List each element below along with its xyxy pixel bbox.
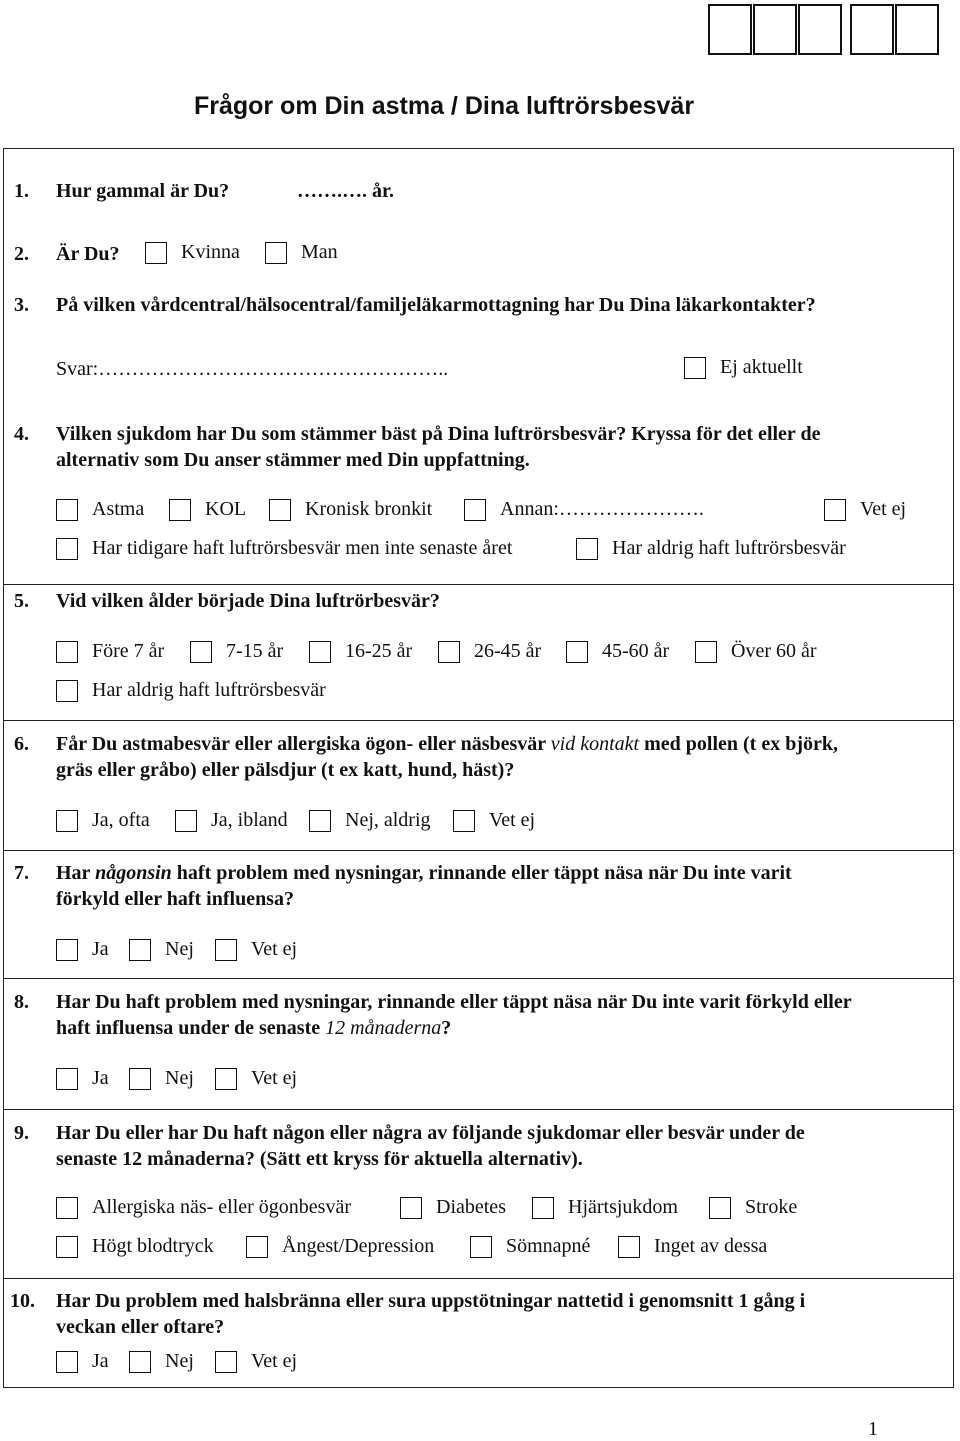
checkbox[interactable] bbox=[129, 939, 151, 961]
id-box[interactable] bbox=[895, 4, 939, 55]
divider bbox=[3, 1109, 954, 1110]
checkbox[interactable] bbox=[169, 499, 191, 521]
checkbox[interactable] bbox=[438, 641, 460, 663]
q2-number: 2. bbox=[14, 243, 29, 265]
checkbox[interactable] bbox=[215, 1068, 237, 1090]
option-45-60[interactable]: 45-60 år bbox=[566, 640, 669, 663]
checkbox[interactable] bbox=[190, 641, 212, 663]
option-fore-7[interactable]: Före 7 år bbox=[56, 640, 164, 663]
checkbox[interactable] bbox=[470, 1236, 492, 1258]
q6-number: 6. bbox=[14, 733, 29, 755]
option-ej-aktuellt[interactable]: Ej aktuellt bbox=[684, 356, 803, 379]
option-kol[interactable]: KOL bbox=[169, 498, 246, 521]
option-vet-ej[interactable]: Vet ej bbox=[824, 498, 906, 521]
option-inget[interactable]: Inget av dessa bbox=[618, 1235, 767, 1258]
q1-text: Hur gammal är Du? bbox=[56, 180, 230, 202]
q3-text: På vilken vårdcentral/hälsocentral/familjeläkarmottagning har Du Dina läkarkontakter? bbox=[56, 294, 816, 316]
option-aldrig-besvar[interactable]: Har aldrig haft luftrörsbesvär bbox=[576, 537, 846, 560]
q5-text: Vid vilken ålder började Dina luftrörbesvär? bbox=[56, 590, 440, 612]
q4-text-line1: Vilken sjukdom har Du som stämmer bäst på Dina luftrörsbesvär? Kryssa för det eller de bbox=[56, 423, 821, 445]
option-16-25[interactable]: 16-25 år bbox=[309, 640, 412, 663]
checkbox[interactable] bbox=[56, 1068, 78, 1090]
page-number: 1 bbox=[868, 1418, 878, 1440]
q7-text-line1: Har någonsin haft problem med nysningar, rinnande eller täppt näsa när Du inte varit bbox=[56, 862, 792, 884]
checkbox[interactable] bbox=[145, 242, 167, 264]
option-nej-aldrig[interactable]: Nej, aldrig bbox=[309, 809, 431, 832]
q2-text: Är Du? bbox=[56, 243, 120, 265]
q7-text-line2: förkyld eller haft influensa? bbox=[56, 888, 294, 910]
checkbox[interactable] bbox=[566, 641, 588, 663]
option-vet-ej[interactable]: Vet ej bbox=[215, 1350, 297, 1373]
q6-text-line2: gräs eller gråbo) eller pälsdjur (t ex katt, hund, häst)? bbox=[56, 759, 515, 781]
option-man[interactable]: Man bbox=[265, 241, 338, 264]
q9-text-line1: Har Du eller har Du haft någon eller några av följande sjukdomar eller besvär under de bbox=[56, 1122, 805, 1144]
option-vet-ej[interactable]: Vet ej bbox=[215, 938, 297, 961]
checkbox[interactable] bbox=[532, 1197, 554, 1219]
option-7-15[interactable]: 7-15 år bbox=[190, 640, 283, 663]
q8-number: 8. bbox=[14, 991, 29, 1013]
checkbox[interactable] bbox=[265, 242, 287, 264]
divider bbox=[3, 850, 954, 851]
checkbox[interactable] bbox=[695, 641, 717, 663]
id-box[interactable] bbox=[708, 4, 752, 55]
q10-text-line2: veckan eller oftare? bbox=[56, 1316, 225, 1338]
divider bbox=[3, 720, 954, 721]
checkbox[interactable] bbox=[129, 1351, 151, 1373]
checkbox[interactable] bbox=[824, 499, 846, 521]
id-box[interactable] bbox=[850, 4, 894, 55]
q10-text-line1: Har Du problem med halsbränna eller sura uppstötningar nattetid i genomsnitt 1 gång i bbox=[56, 1290, 806, 1312]
q4-text-line2: alternativ som Du anser stämmer med Din uppfattning. bbox=[56, 449, 530, 471]
checkbox[interactable] bbox=[56, 810, 78, 832]
q9-number: 9. bbox=[14, 1122, 29, 1144]
option-angest[interactable]: Ångest/Depression bbox=[246, 1235, 434, 1258]
option-stroke[interactable]: Stroke bbox=[709, 1196, 797, 1219]
checkbox[interactable] bbox=[56, 680, 78, 702]
divider bbox=[3, 1278, 954, 1279]
checkbox[interactable] bbox=[215, 939, 237, 961]
checkbox[interactable] bbox=[576, 538, 598, 560]
checkbox[interactable] bbox=[175, 810, 197, 832]
id-box[interactable] bbox=[798, 4, 842, 55]
option-diabetes[interactable]: Diabetes bbox=[400, 1196, 506, 1219]
q6-text-line1: Får Du astmabesvär eller allergiska ögon- eller näsbesvär vid kontakt med pollen (t ex björk, bbox=[56, 733, 838, 755]
option-vet-ej[interactable]: Vet ej bbox=[453, 809, 535, 832]
checkbox[interactable] bbox=[56, 1351, 78, 1373]
divider bbox=[3, 584, 954, 585]
option-ja-ofta[interactable]: Ja, ofta bbox=[56, 809, 150, 832]
id-box[interactable] bbox=[753, 4, 797, 55]
id-boxes bbox=[708, 4, 939, 55]
checkbox[interactable] bbox=[56, 1197, 78, 1219]
option-hogt-blodtryck[interactable]: Högt blodtryck bbox=[56, 1235, 214, 1258]
option-kronisk-bronkit[interactable]: Kronisk bronkit bbox=[269, 498, 432, 521]
checkbox[interactable] bbox=[309, 810, 331, 832]
checkbox[interactable] bbox=[56, 939, 78, 961]
q4-number: 4. bbox=[14, 423, 29, 445]
checkbox[interactable] bbox=[309, 641, 331, 663]
q9-text-line2: senaste 12 månaderna? (Sätt ett kryss för aktuella alternativ). bbox=[56, 1148, 583, 1170]
checkbox[interactable] bbox=[618, 1236, 640, 1258]
checkbox[interactable] bbox=[464, 499, 486, 521]
checkbox[interactable] bbox=[56, 1236, 78, 1258]
option-annan[interactable]: Annan:…………………. bbox=[464, 498, 704, 521]
checkbox[interactable] bbox=[400, 1197, 422, 1219]
divider bbox=[3, 978, 954, 979]
q3-number: 3. bbox=[14, 294, 29, 316]
q10-number: 10. bbox=[10, 1290, 35, 1312]
checkbox[interactable] bbox=[684, 357, 706, 379]
q8-text-line2: haft influensa under de senaste 12 månaderna? bbox=[56, 1017, 452, 1039]
option-nej[interactable]: Nej bbox=[129, 1067, 194, 1090]
option-ja-ibland[interactable]: Ja, ibland bbox=[175, 809, 288, 832]
checkbox[interactable] bbox=[269, 499, 291, 521]
q5-number: 5. bbox=[14, 590, 29, 612]
q1-number: 1. bbox=[14, 180, 29, 202]
option-nej[interactable]: Nej bbox=[129, 1350, 194, 1373]
option-aldrig[interactable]: Har aldrig haft luftrörsbesvär bbox=[56, 679, 326, 702]
checkbox[interactable] bbox=[129, 1068, 151, 1090]
option-tidigare-besvar[interactable]: Har tidigare haft luftrörsbesvär men inte senaste året bbox=[56, 537, 512, 560]
option-astma[interactable]: Astma bbox=[56, 498, 144, 521]
option-nej[interactable]: Nej bbox=[129, 938, 194, 961]
option-hjartsjukdom[interactable]: Hjärtsjukdom bbox=[532, 1196, 678, 1219]
checkbox[interactable] bbox=[56, 538, 78, 560]
checkbox[interactable] bbox=[709, 1197, 731, 1219]
checkbox[interactable] bbox=[453, 810, 475, 832]
option-allergiska[interactable]: Allergiska näs- eller ögonbesvär bbox=[56, 1196, 351, 1219]
option-somnapne[interactable]: Sömnapné bbox=[470, 1235, 590, 1258]
q1-age-field[interactable]: …….…. år. bbox=[297, 180, 395, 202]
option-ja[interactable]: Ja bbox=[56, 938, 109, 961]
checkbox[interactable] bbox=[56, 499, 78, 521]
option-kvinna[interactable]: Kvinna bbox=[145, 241, 240, 264]
option-26-45[interactable]: 26-45 år bbox=[438, 640, 541, 663]
q3-answer-field[interactable]: Svar:…………………………………………….. bbox=[56, 358, 449, 380]
checkbox[interactable] bbox=[246, 1236, 268, 1258]
option-ja[interactable]: Ja bbox=[56, 1350, 109, 1373]
q8-text-line1: Har Du haft problem med nysningar, rinnande eller täppt näsa när Du inte varit förkyld eller bbox=[56, 991, 852, 1013]
checkbox[interactable] bbox=[215, 1351, 237, 1373]
option-vet-ej[interactable]: Vet ej bbox=[215, 1067, 297, 1090]
option-ja[interactable]: Ja bbox=[56, 1067, 109, 1090]
checkbox[interactable] bbox=[56, 641, 78, 663]
q7-number: 7. bbox=[14, 862, 29, 884]
page-title: Frågor om Din astma / Dina luftrörsbesvär bbox=[193, 92, 695, 120]
option-over-60[interactable]: Över 60 år bbox=[695, 640, 817, 663]
